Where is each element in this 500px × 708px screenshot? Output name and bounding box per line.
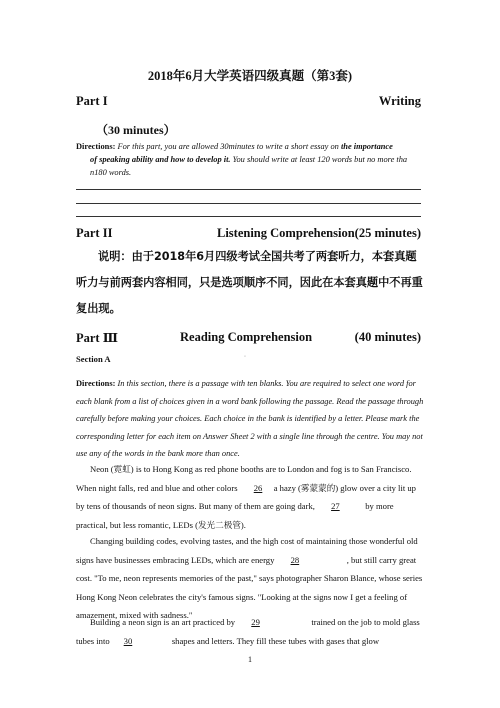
document-title: 2018年6月大学英语四级真题（第3套) <box>147 69 353 83</box>
paragraph-text: Changing building codes, evolving tastes, and the high cost of maintaining those wonderful old signs have businesses embracing LEDs, which are energy <box>76 536 418 565</box>
paragraph-text: by more practical, but less romantic, LEDs (发光二极管). <box>76 501 394 530</box>
directions-text: For this part, you are allowed 30minutes to write a short essay on <box>115 142 341 151</box>
passage-paragraph-1 <box>76 460 426 534</box>
passage-paragraph-2 <box>76 532 426 625</box>
essay-topic-a: the importance <box>340 142 393 151</box>
part2-heading <box>76 226 421 241</box>
writing-line <box>76 203 421 204</box>
part3-heading <box>76 330 421 346</box>
paragraph-text: Building a neon sign is an art practiced by <box>90 617 238 627</box>
writing-line <box>76 189 421 190</box>
blank-28[interactable]: 28 <box>290 554 300 565</box>
part1-time: （30 minutes） <box>96 123 176 137</box>
part2-label: Part II <box>76 226 113 240</box>
section-a-heading: Section A <box>76 354 111 364</box>
directions-label: Directions: <box>76 142 116 151</box>
part3-label: Part Ⅲ <box>76 331 118 345</box>
dot-mark: ◦ <box>244 354 247 360</box>
part1-name: Writing <box>378 94 421 108</box>
page-number: 1 <box>248 655 252 664</box>
paragraph-text: trained on the job to mold glass tubes into <box>76 617 420 646</box>
paragraph-text: shapes and letters. They fill these tubes with gases that glow <box>169 635 380 646</box>
part1-label: Part I <box>76 94 108 108</box>
reading-directions <box>76 375 426 463</box>
blank-30[interactable]: 30 <box>123 635 133 646</box>
listening-notice: 说明：由于2018年6月四级考试全国共考了两套听力，本套真题听力与前两套内容相同，只是选项顺序不同，因此在本套真题中不再重复出现。 <box>76 250 423 315</box>
paragraph-text: Neon (霓虹) is to Hong Kong as red phone booths are to London and fog is to San Francisco. When night falls, red and blue and other colors <box>76 464 412 493</box>
directions-label: Directions: <box>76 379 116 388</box>
passage-paragraph-3 <box>76 613 426 650</box>
part2-time: (25 minutes) <box>354 226 421 240</box>
part2-name: Listening Comprehension <box>217 226 355 240</box>
writing-directions <box>76 140 426 179</box>
blank-29[interactable]: 29 <box>251 617 260 627</box>
directions-text-b: You should write at least 120 words but no more tha <box>230 155 408 164</box>
directions-text-c: n180 words. <box>90 168 132 177</box>
essay-topic-b: of speaking ability and how to develop it. <box>90 155 231 164</box>
writing-line <box>76 216 421 217</box>
paragraph-text: , but still carry great cost. "To me, neon represents memories of the past," says photographer Sharon Blance, whose series Hong Kong Neon celebrates the city's famous signs. "Looking at the signs now I get a feeling of amazement, mixed with sadness." <box>76 554 423 620</box>
blank-27[interactable]: 27 <box>331 501 340 511</box>
part3-time: (40 minutes) <box>354 330 421 344</box>
blank-26[interactable]: 26 <box>253 482 263 493</box>
paragraph-text: a hazy (雾蒙蒙的) glow over a city lit up by tens of thousands of neon signs. But many of them are going dark, <box>76 482 416 511</box>
directions-text: In this section, there is a passage with ten blanks. You are required to select one word for each blank from a list of choices given in a word bank following the passage. Read the passage through carefully before making your choices. Each choice in the bank is identified by a letter. Please mark the corresponding letter for each item on Answer Sheet 2 with a single line through the centre. You may not use any of the words in the bank more than once. <box>76 379 424 459</box>
part1-heading <box>76 94 421 109</box>
part3-name: Reading Comprehension <box>180 330 313 344</box>
